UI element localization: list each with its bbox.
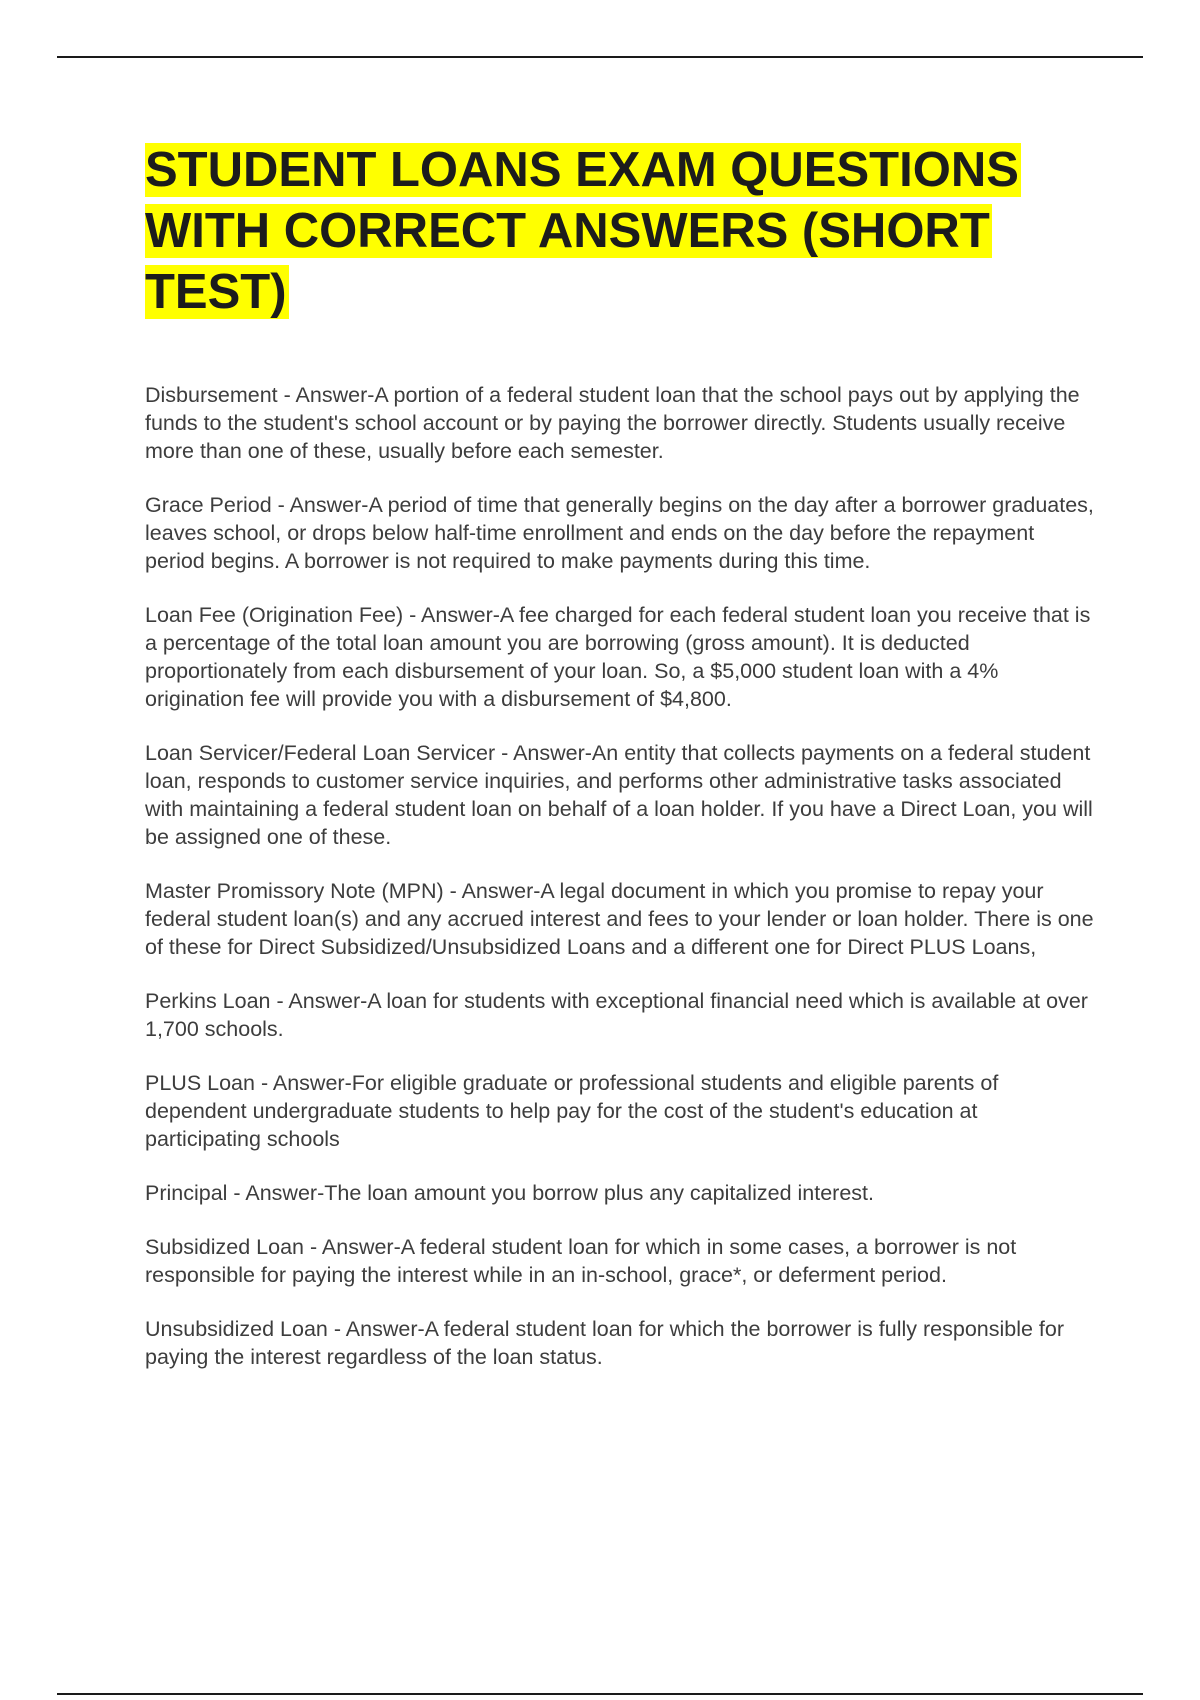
qa-item: Loan Servicer/Federal Loan Servicer - Answer-An entity that collects payments on a federal student loan, responds to customer service inquiries, and performs other administrative tasks associated with maintaining a federal student loan on behalf of a loan holder. If you have a Direct Loan, you will be assigned one of these.	[145, 741, 1093, 849]
qa-item: Disbursement - Answer-A portion of a federal student loan that the school pays out by applying the funds to the student's school account or by paying the borrower directly. Students usually receive more than one of these, usually before each semester.	[145, 383, 1080, 463]
qa-item: Master Promissory Note (MPN) - Answer-A legal document in which you promise to repay your federal student loan(s) and any accrued interest and fees to your lender or loan holder. There is one of these for Direct Subsidized/Unsubsidized Loans and a different one for Direct PLUS Loans,	[145, 879, 1094, 959]
qa-item: Unsubsidized Loan - Answer-A federal student loan for which the borrower is fully responsible for paying the interest regardless of the loan status.	[145, 1317, 1065, 1369]
top-rule	[57, 56, 1143, 58]
qa-item: PLUS Loan - Answer-For eligible graduate or professional students and eligible parents of dependent undergraduate students to help pay for the cost of the student's education at participating schools	[145, 1071, 999, 1151]
qa-item: Subsidized Loan - Answer-A federal student loan for which in some cases, a borrower is not responsible for paying the interest while in an in-school, grace*, or deferment period.	[145, 1235, 1017, 1287]
qa-item: Grace Period - Answer-A period of time that generally begins on the day after a borrower graduates, leaves school, or drops below half-time enrollment and ends on the day before the repayment period begins. A borrower is not required to make payments during this time.	[145, 493, 1094, 573]
qa-item: Perkins Loan - Answer-A loan for students with exceptional financial need which is available at over 1,700 schools.	[145, 989, 1088, 1041]
document-title-text: STUDENT LOANS EXAM QUESTIONS WITH CORRECT ANSWERS (SHORT TEST)	[145, 143, 1019, 319]
qa-item: Principal - Answer-The loan amount you borrow plus any capitalized interest.	[145, 1181, 874, 1205]
document-body	[145, 140, 1095, 1397]
document-title	[145, 140, 1095, 323]
qa-list	[145, 381, 1095, 1371]
bottom-rule	[57, 1693, 1143, 1695]
qa-item: Loan Fee (Origination Fee) - Answer-A fee charged for each federal student loan you receive that is a percentage of the total loan amount you are borrowing (gross amount). It is deducted proportionately from each disbursement of your loan. So, a $5,000 student loan with a 4% origination fee will provide you with a disbursement of $4,800.	[145, 603, 1091, 711]
